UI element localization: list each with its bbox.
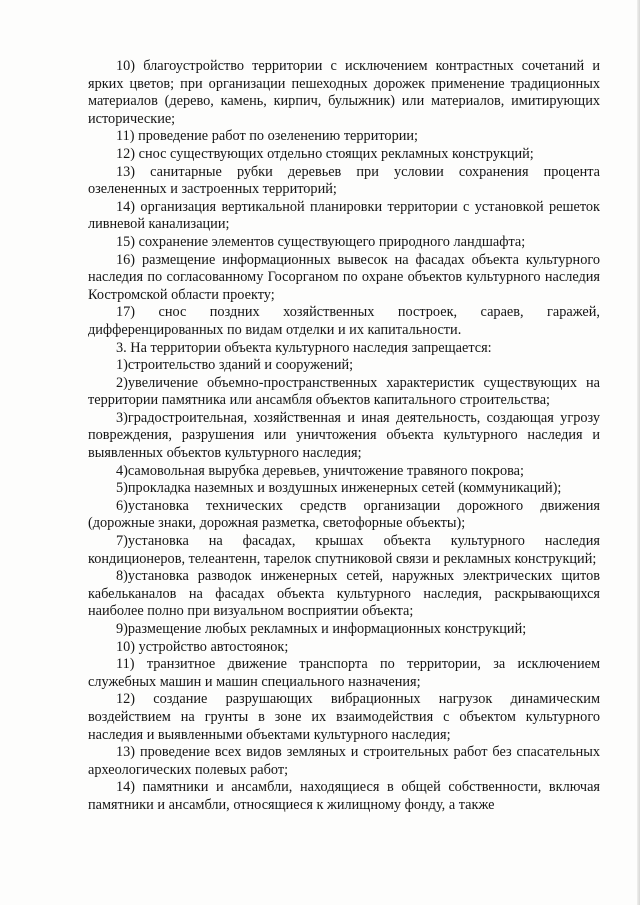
prohibited-item-10: 10) устройство автостоянок; <box>116 638 289 655</box>
paragraph-15-landscape-preservation: 15) сохранение элементов существующего природного ландшафта; <box>116 233 526 250</box>
prohibited-item-6: 6)установка технических средств организации дорожного движения (дорожные знаки, дорожная разметка, светофорные объекты); <box>88 497 600 532</box>
document-body <box>88 58 600 815</box>
prohibited-item-11: 11) транзитное движение транспорта по территории, за исключением служебных машин и машин специального назначения; <box>88 656 600 690</box>
prohibited-item-3: 3)градостроительная, хозяйственная и иная деятельность, создающая угрозу повреждения, разрушения или уничтожения объекта культурного наследия и выявленных объектов культурного наследия; <box>88 409 600 462</box>
prohibited-item-4: 4)самовольная вырубка деревьев, уничтожение травяного покрова; <box>116 462 524 479</box>
paragraph-14-vertical-planning: 14) организация вертикальной планировки территории с установкой решеток ливневой канализации; <box>88 198 600 233</box>
prohibited-item-12: 12) создание разрушающих вибрационных нагрузок динамическим воздействием на грунты в зоне их взаимодействия с объектом культурного наследия и выявленными объектами культурного наследия; <box>88 691 600 743</box>
paragraph-10-landscaping: 10) благоустройство территории с исключением контрастных сочетаний и ярких цветов; при организации пешеходных дорожек применение традиционных материалов (дерево, камень, кирпич, булыжник) или материалов, имитирующих исторические; <box>88 58 600 127</box>
prohibited-item-5: 5)прокладка наземных и воздушных инженерных сетей (коммуникаций); <box>116 480 562 497</box>
paragraph-17-demolition: 17) снос поздних хозяйственных построек, сараев, гаражей, дифференцированных по видам отделки и их капитальности. <box>88 304 600 338</box>
section-3-heading: 3. На территории объекта культурного наследия запрещается: <box>116 339 492 356</box>
prohibited-item-14: 14) памятники и ансамбли, находящиеся в общей собственности, включая памятники и ансамбли, относящиеся к жилищному фонду, а также <box>88 779 600 813</box>
paragraph-13-sanitary-felling: 13) санитарные рубки деревьев при условии сохранения процента озелененных и застроенных территорий; <box>88 163 600 198</box>
prohibited-item-13: 13) проведение всех видов земляных и строительных работ без спасательных археологических полевых работ; <box>88 744 600 778</box>
prohibited-item-9: 9)размещение любых рекламных и информационных конструкций; <box>116 621 527 637</box>
prohibited-item-1: 1)строительство зданий и сооружений; <box>116 357 354 374</box>
prohibited-item-8: 8)установка разводок инженерных сетей, наружных электрических щитов кабельканалов на фасадах объекта культурного наследия, раскрывающихся наиболее полно при визуальном восприятии объекта; <box>88 568 600 620</box>
prohibited-item-2: 2)увеличение объемно-пространственных характеристик существующих на территории памятника или ансамбля объектов капитального строительства; <box>88 374 600 409</box>
paragraph-11-greening: 11) проведение работ по озеленению территории; <box>116 128 418 145</box>
paragraph-12-ad-removal: 12) снос существующих отдельно стоящих рекламных конструкций; <box>116 145 534 162</box>
paragraph-16-signage: 16) размещение информационных вывесок на фасадах объекта культурного наследия по согласованному Госорганом по охране объектов культурного наследия Костромской области проекту; <box>88 251 600 303</box>
prohibited-item-7: 7)установка на фасадах, крышах объекта культурного наследия кондиционеров, телеантенн, тарелок спутниковой связи и рекламных конструкций; <box>88 533 600 567</box>
